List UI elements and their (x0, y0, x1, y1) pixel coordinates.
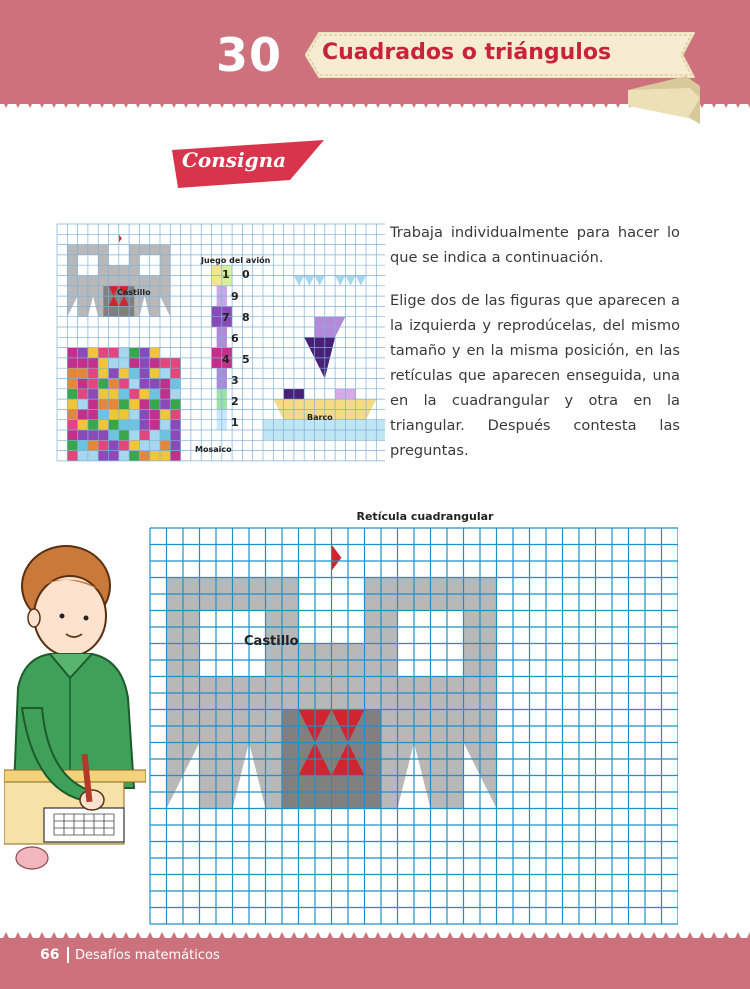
mosaic-tile (119, 430, 129, 440)
mosaic-tile (170, 440, 180, 450)
hop-number: 0 (242, 268, 250, 281)
mosaic-tile (160, 420, 170, 430)
small-castle-notch (129, 239, 139, 244)
mosaic-tile (119, 451, 129, 461)
mosaic-tile (98, 368, 108, 378)
hopscotch-caption: Juego del avión (201, 256, 271, 265)
mosaic-tile (160, 440, 170, 450)
mosaic-tile (88, 348, 98, 358)
sky-triangle (356, 276, 366, 286)
mosaic-tile (109, 399, 119, 409)
mosaic-tile (150, 440, 160, 450)
hop-number: 3 (231, 374, 239, 387)
mosaic-tile (150, 379, 160, 389)
mosaic-tile (109, 420, 119, 430)
mosaic-tile (160, 399, 170, 409)
mosaic-tile (150, 368, 160, 378)
mosaic-tile (88, 379, 98, 389)
mosaic-tile (139, 420, 149, 430)
lesson-number: 30 (216, 28, 283, 82)
hop-number: 2 (231, 395, 239, 408)
mosaic-tile (109, 379, 119, 389)
sky-triangle (304, 276, 314, 286)
mosaic-tile (67, 420, 77, 430)
hop-number: 4 (222, 353, 230, 366)
small-castle-notch (150, 239, 160, 244)
mosaic-tile (78, 399, 88, 409)
mosaic-tile (139, 440, 149, 450)
hop-number: 1 (222, 268, 230, 281)
mosaic-tile (119, 440, 129, 450)
mosaic-tile (67, 358, 77, 368)
consigna-label: Consigna (182, 148, 287, 172)
mosaic-tile (67, 430, 77, 440)
page-title: Cuadrados o triángulos (322, 40, 612, 65)
mosaic-tile (78, 409, 88, 419)
mosaic-tile (170, 399, 180, 409)
sky-triangle (345, 276, 355, 286)
mosaic-tile (129, 379, 139, 389)
mosaic-tile (160, 379, 170, 389)
instructions (390, 220, 680, 481)
mosaic-tile (78, 348, 88, 358)
mosaic-tile (119, 358, 129, 368)
mosaic-tile (109, 389, 119, 399)
square-grid (148, 526, 678, 928)
mosaic-tile (98, 451, 108, 461)
mosaic-tile (88, 368, 98, 378)
instructions-paragraph-2: Elige dos de las figuras que aparecen a la izquierda y reprodúcelas, del mismo tamaño y en la misma posición, en las retículas que aparecen enseguida, una en la cuadrangular y otra en la triangular. Después contesta las preguntas. (390, 292, 680, 459)
mosaic-tile (67, 389, 77, 399)
boat-caption: Barco (307, 413, 333, 422)
mosaic-tile (139, 409, 149, 419)
mosaic-tile (78, 451, 88, 461)
small-castle-notch (109, 260, 119, 265)
mosaic-tile (98, 420, 108, 430)
mosaic-tile (109, 348, 119, 358)
mosaic-tile (150, 409, 160, 419)
castle-caption: Castillo (117, 288, 151, 297)
hop-number: 6 (231, 332, 239, 345)
mosaic-caption: Mosaico (195, 445, 232, 454)
small-castle-notch (160, 239, 170, 244)
mosaic-tile (139, 358, 149, 368)
mosaic-tile (88, 409, 98, 419)
mosaic-tile (119, 379, 129, 389)
big-castle-flag (332, 545, 342, 571)
mosaic-tile (170, 430, 180, 440)
title-ribbon-fold (628, 76, 700, 128)
footer-band (0, 938, 750, 989)
mosaic-tile (139, 399, 149, 409)
mosaic-tile (119, 348, 129, 358)
book-title: Desafíos matemáticos (75, 948, 220, 963)
small-castle-notch (119, 260, 129, 265)
mosaic-tile (129, 358, 139, 368)
mosaic-tile (170, 358, 180, 368)
mosaic-tile (170, 409, 180, 419)
mosaic-tile (170, 389, 180, 399)
small-castle-notch (88, 239, 98, 244)
mosaic-tile (67, 368, 77, 378)
reference-figures (55, 222, 385, 466)
hop-number: 9 (231, 290, 239, 303)
mosaic-tile (109, 368, 119, 378)
mosaic-tile (160, 368, 170, 378)
page-number: 66 (40, 947, 60, 963)
mosaic-tile (98, 399, 108, 409)
mosaic-tile (139, 379, 149, 389)
mosaic-tile (67, 451, 77, 461)
mosaic-tile (88, 451, 98, 461)
mosaic-tile (119, 368, 129, 378)
mosaic-tile (150, 430, 160, 440)
mosaic-tile (98, 389, 108, 399)
mosaic-tile (139, 368, 149, 378)
small-castle-flag (119, 234, 122, 242)
mosaic-tile (129, 399, 139, 409)
mosaic-tile (160, 409, 170, 419)
mosaic-tile (78, 358, 88, 368)
mosaic-tile (129, 389, 139, 399)
mosaic-tile (129, 451, 139, 461)
mosaic-tile (119, 389, 129, 399)
mosaic-tile (139, 389, 149, 399)
mosaic-tile (129, 440, 139, 450)
mosaic-tile (98, 358, 108, 368)
mosaic-tile (88, 440, 98, 450)
mosaic-tile (129, 409, 139, 419)
mosaic-tile (129, 430, 139, 440)
sky-triangle (294, 276, 304, 286)
mosaic-tile (150, 399, 160, 409)
mosaic-tile (119, 420, 129, 430)
hop-number: 1 (231, 416, 239, 429)
mosaic-tile (88, 399, 98, 409)
mosaic-tile (67, 440, 77, 450)
mosaic-tile (98, 379, 108, 389)
mosaic-tile (78, 379, 88, 389)
mosaic-tile (109, 358, 119, 368)
mosaic-tile (170, 451, 180, 461)
mosaic-tile (67, 399, 77, 409)
mosaic-tile (119, 409, 129, 419)
mosaic-tile (129, 368, 139, 378)
hop-number: 5 (242, 353, 250, 366)
sky-triangle (315, 276, 325, 286)
mosaic-tile (119, 399, 129, 409)
mosaic-tile (98, 409, 108, 419)
mosaic-tile (78, 430, 88, 440)
mosaic-tile (67, 348, 77, 358)
mosaic-tile (170, 368, 180, 378)
mosaic-tile (78, 368, 88, 378)
mosaic-tile (88, 420, 98, 430)
mosaic-tile (150, 348, 160, 358)
mosaic-tile (150, 389, 160, 399)
castle-label: Castillo (244, 634, 299, 649)
small-castle-notch (98, 239, 108, 244)
mosaic-tile (150, 420, 160, 430)
mosaic-tile (150, 358, 160, 368)
mosaic-tile (170, 379, 180, 389)
mosaic-tile (78, 389, 88, 399)
small-castle-notch (78, 239, 88, 244)
mosaic-tile (67, 409, 77, 419)
mosaic-tile (98, 440, 108, 450)
footer-separator (67, 947, 69, 963)
sky-triangle (335, 276, 345, 286)
mosaic-tile (160, 358, 170, 368)
mosaic-tile (139, 430, 149, 440)
boy-illustration (4, 538, 146, 878)
mosaic-tile (160, 389, 170, 399)
mosaic-tile (160, 430, 170, 440)
mosaic-tile (139, 348, 149, 358)
mosaic-tile (67, 379, 77, 389)
small-castle-notch (139, 239, 149, 244)
small-castle-notch (67, 239, 77, 244)
mosaic-tile (78, 420, 88, 430)
mosaic-tile (109, 409, 119, 419)
mosaic-tile (109, 451, 119, 461)
mosaic-tile (88, 358, 98, 368)
mosaic-tile (129, 420, 139, 430)
mosaic-tile (160, 451, 170, 461)
mosaic-tile (109, 430, 119, 440)
mosaic-tile (98, 430, 108, 440)
mosaic-tile (88, 389, 98, 399)
mosaic-tile (139, 451, 149, 461)
mosaic-tile (170, 420, 180, 430)
mosaic-tile (109, 440, 119, 450)
hop-number: 8 (242, 311, 250, 324)
mosaic-tile (98, 348, 108, 358)
mosaic-tile (150, 451, 160, 461)
instructions-paragraph-1: Trabaja individualmente para hacer lo que se indica a continuación. (390, 224, 680, 266)
mosaic-tile (78, 440, 88, 450)
mosaic-tile (88, 430, 98, 440)
mosaic-tile (129, 348, 139, 358)
hop-number: 7 (222, 311, 230, 324)
square-grid-title: Retícula cuadrangular (356, 510, 494, 523)
